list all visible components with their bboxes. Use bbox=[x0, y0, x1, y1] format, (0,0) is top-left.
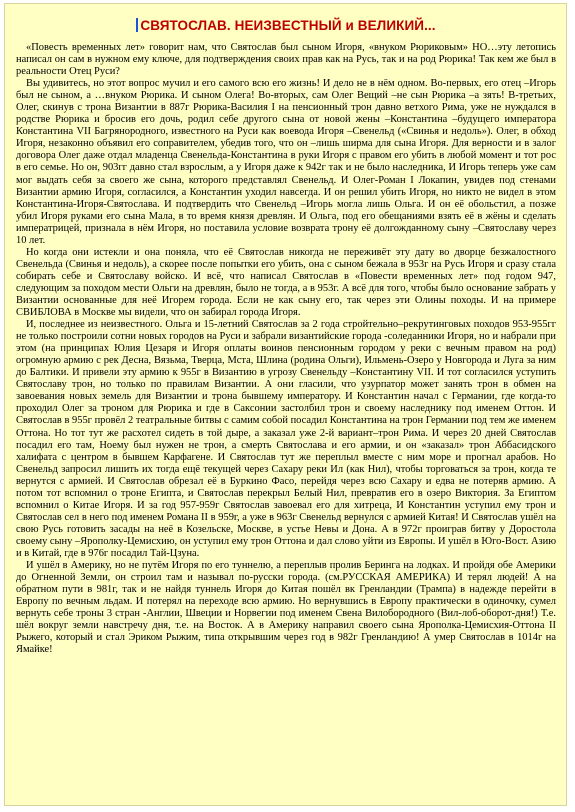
paragraph-5: И ушёл в Америку, но не путём Игоря по его туннелю, а переплыв пролив Беринга на лодках. И пройдя обе Америки до Огненной Земли, он строил там и называл по-русски города. (см.РУССКАЯ АМЕРИКА) И терял людей! А на обратном пути в 981г, так и не найдя туннель Игоря до Китая пошёл вк Гренландии (Трампа) в надежде перейти в Европу по вечным льдам. И потерял на переходе всю армию. Но вернувшись в Европу практически в одиночку, сумел вернуть себе троны 3 стран -Англии, Швеции и Норвегии под именем Свена Вилобородного (Вил-лоб-оборот-дня!) Т.е. шёл вокруг земли навстречу дня, т.е. на Восток. А в Америку направил своего сына Ярополка-Цемисхия-Оттона II Рыжего, который и стал Эриком Рыжим, типа открывшим через год в 982г Гренландию! А умер Святослав в 1014г на Ямайке! bbox=[16, 560, 556, 656]
text-cursor bbox=[136, 18, 138, 32]
paragraph-3: Но когда они истекли и она поняла, что её Святослав никогда не переживёт эту дату во дворце безжалостного Свенельда (Свинья и недоль), а скорее после попытки его убить, она с сыном бежала в 953г на Русь Игоря и сразу стала собирать себе и Святославу войско. И всё, что написал Святослав в «Повести временных лет» под годом 947, следующим за походом мести Ольги на древлян, было не тогда, а в 953г. А всё для того, чтобы было основание забрать у Византии основанные для неё Игорем города. Если не как сыну его, так через эти Олины походы. И на примере СВИБЛОВА в Москве мы видели, что он забирал города Игоря. bbox=[16, 246, 556, 319]
article-body bbox=[16, 42, 556, 656]
paragraph-2: Вы удивитесь, но этот вопрос мучил и его самого всю его жизнь! И дело не в нём одном. Во-первых, его отец –Игорь был не сыном, а …внуком Рюрика. И сыном Олега! Во-вторых, сам Олег Вещий –не сын Рюрика –а зять! В-третьих, Олег, скинув с трона Византии в 887г Рюрика-Василия I на пенсионный трон давно ветхого Рима, уже не нуждался в родстве Рюрика и бросив его дочь, родил себе другого сына от новой жены –Константина –будущего императора Константина VII Багрянородного, известного на Руси как воевода Игоря –Свенельд («Свинья и недоль»). Олег, в обход Игоря, незаконно объявил его соправителем, убедив того, что он –лишь ширма для сына Игоря. Для верности и в залог договора Олег даже отдал младенца Свенельда-Константина в руки Игоря с правом его убить в любой момент и тот рос в его семье. Но он, 903гг давно стал взрослым, а у Игоря даже к 942г так и не было наследника, И Игорь теперь уже сам мог выдать себя за своего же сына, которого представлял Свенельд. И Олег-Роман I Локапин, увидев под стенами Византии армию Игоря, согласился, а Константин уходил навсегда. И он решил убить Игоря, но никто не видел в этом Константина-Игоря-Святослава. И подтвердить что Свенельд –Игорь могла лишь Ольга. И он её обольстил, а позже убил Игоря руками его сына Мала, в то время князя древлян. И Ольга, под его обещаниями взять её в жёны и сделать императрицей, признала в нём Игоря, но поставила условие возврата трону её долгожданному сыну –Святославу через 10 лет. bbox=[16, 78, 556, 246]
title-line bbox=[16, 16, 556, 36]
document-page bbox=[4, 3, 567, 806]
paragraph-1: «Повесть временных лет» говорит нам, что Святослав был сыном Игоря, «внуком Рюриковым» НО…эту летопись написал он сам в нужном ему ключе, для подтверждения своих прав как на Русь, так и на род Рюрика! Так кем же был в реальности Отец Руси? bbox=[16, 42, 556, 78]
paragraph-4: И, последнее из неизвестного. Ольга и 15-летний Святослав за 2 года стройтельно–рекрутинговых походов 953-955гг не только построили сотни новых городов на Руси и забрали византийские города -соледанники Игоря, но и набрали при этом (на принципах Юлия Цезаря и Игоря оплаты воинов пенсионным городом у реки с вечным правом на род) огромную армию с рек Десна, Вязьма, Тверца, Мста, Шлина (родина Ольги), Ильмень-Озеро у Новгорода и Луга за ним до Балтики. И привели эту армию к 955г в Византию в угрозу Свенельду –Константину VII. И тот согласился уступить Святославу трон, но только по правилам Византии. А они гласили, что узурпатор может занять трон в обмен на завоевания новых земель для Византии и трона бывшему императору. И Константин начал с Германии, где когда-то проходил Олег за троном для Рюрика и где в Саксонии застолбил трон и своему наследнику под именем Оттон. И Святослав в 955г провёл 2 театральные битвы с самим собой посадил Константина на трон Германии под тем же именем Оттона. Но тот тут же расхотел сидеть в той дыре, а заказал уже 2-й вариант–трон Рима. И через 20 дней Святослав посадил его там, Ноему был нужен не трон, а смерть Святослава и его армии, и он «заказал» трон Аббасидского халифата с центром в бывшем Карфагене. И Святослав тут же переплыл вместе с ним море и прогнал арабов. Но Свенельд запросил лишить их тогда ещё текущей через Сахару реки Ил (как Нил), чтобы торговаться за трон, когда те вернутся с армией. И Святослав обрезал её в Буркино Фасо, перейдя через всю Сахару и едва не потеряв армию. А потом тот вспомнил о троне Египта, и Святослав перекрыл Белый Нил, превратив его в озеро Виктория. За Египтом вспомнил о Китае Игоря. И за год 957-959г Святослав завоевал его для хитреца, И Константин уступил ему трон и Святослав сел в него под именем Романа II в 959г, а уже в 963г Свенельд вернулся с армией Китая! И Святослав ушёл на свою Русь готовить засады на неё в Козельске, Москве, в устье Невы и Дона. А в 972г проиграв битву у Доростола своему сыну –Ярополку-Цемисхию, он уступил ему трон Оттона и дал слово уйти из Европы. И ушёл в Юго-Вост. Азию и в Китай, где в 976г посадил Тай-Цзуна. bbox=[16, 319, 556, 559]
page-title: СВЯТОСЛАВ. НЕИЗВЕСТНЫЙ и ВЕЛИКИЙ... bbox=[140, 18, 436, 33]
